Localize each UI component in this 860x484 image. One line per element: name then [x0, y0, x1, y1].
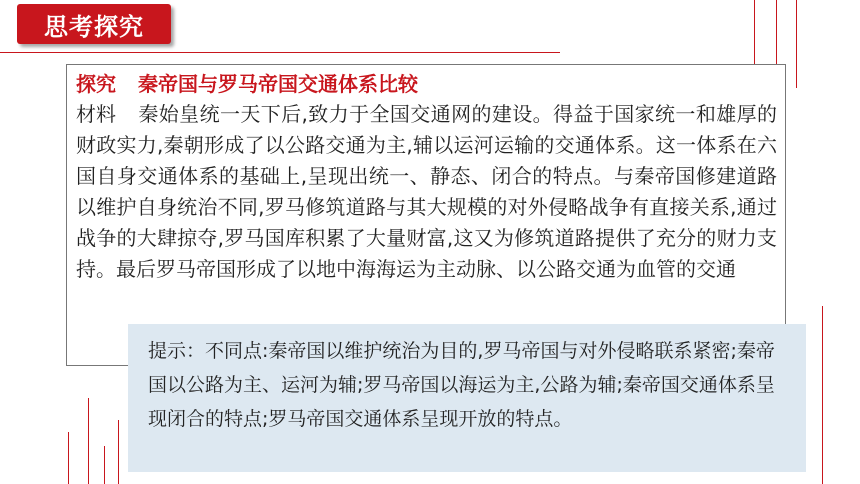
decorative-line: [68, 432, 69, 484]
material-box: [66, 64, 786, 366]
decorative-line: [104, 446, 105, 484]
material-heading: [76, 71, 777, 97]
decorative-line: [118, 420, 119, 484]
top-divider-line: [0, 52, 560, 53]
material-body-text: 秦始皇统一天下后,致力于全国交通网的建设。得益于国家统一和雄厚的财政实力,秦朝形成了以公路交通为主,辅以运河运输的交通体系。这一体系在六国自身交通体系的基础上,呈现出统一、静态、闭合的特点。与秦帝国修建道路以维护自身统治不同,罗马修筑道路与其大规模的对外侵略战争有直接关系,通过战争的大肆掠夺,罗马国库积累了大量财富,这又为修筑道路提供了充分的财力支持。最后罗马帝国形成了以地中海海运为主动脉、以公路交通为血管的交通: [76, 102, 777, 281]
section-title-badge: [17, 4, 171, 44]
heading-text: 秦帝国与罗马帝国交通体系比较: [138, 72, 418, 96]
decorative-line: [88, 398, 89, 484]
decorative-line: [822, 306, 823, 484]
material-label: 材料: [76, 102, 116, 126]
hint-box: [128, 324, 806, 472]
hint-text: 提示：不同点:秦帝国以维护统治为目的,罗马帝国与对外侵略联系紧密;秦帝国以公路为主、运河为辅;罗马帝国以海运为主,公路为辅;秦帝国交通体系呈现闭合的特点;罗马帝国交通体系呈现开放的特点。: [148, 340, 775, 430]
decorative-line: [776, 0, 777, 66]
heading-prefix: 探究: [76, 72, 116, 96]
decorative-line: [796, 0, 797, 88]
material-paragraph: [76, 99, 777, 285]
section-title: 思考探究: [44, 12, 144, 41]
